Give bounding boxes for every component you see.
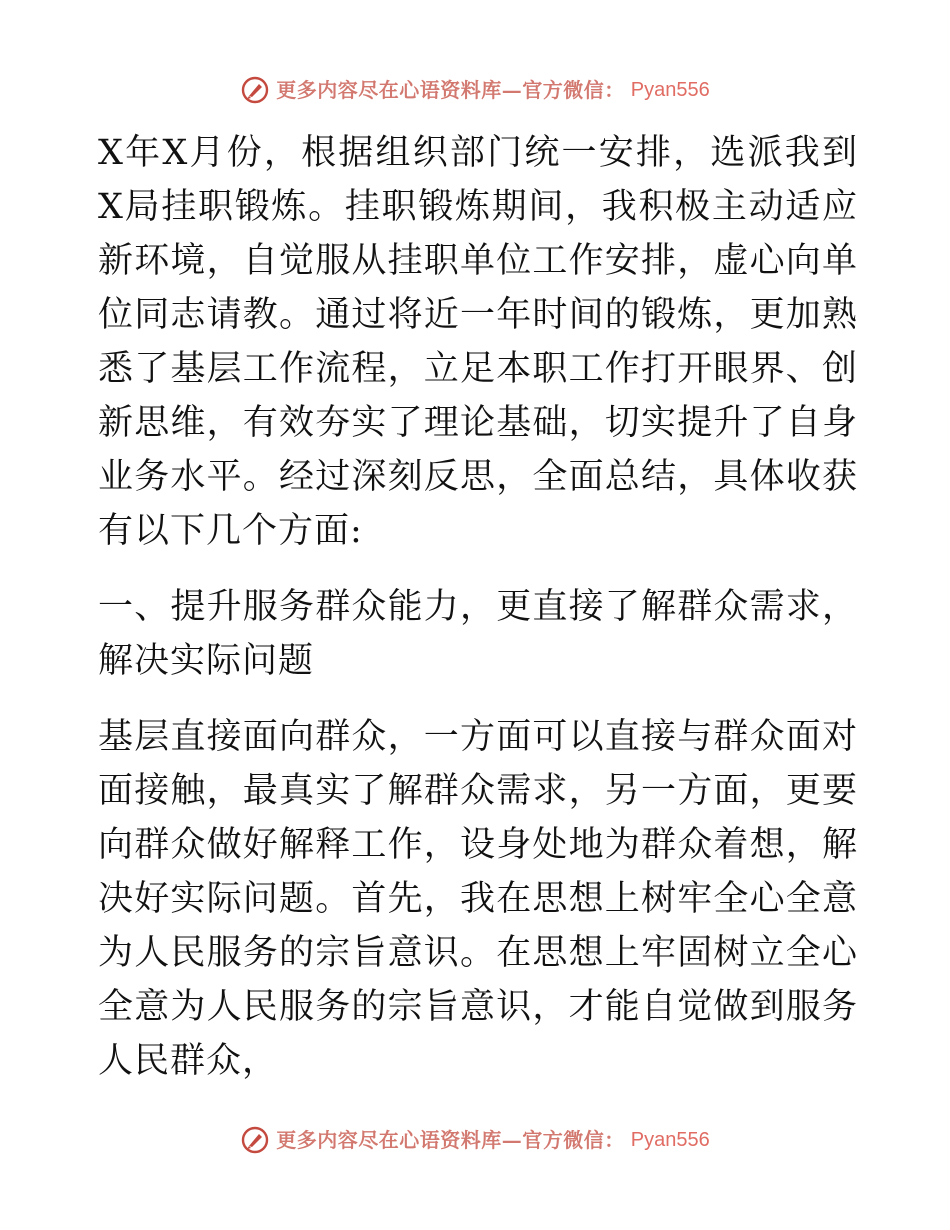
banner-text: 更多内容尽在心语资料库—官方微信： xyxy=(276,78,625,102)
banner-wechat-id: Pyan556 xyxy=(630,1129,710,1151)
body-paragraph: 基层直接面向群众，一方面可以直接与群众面对面接触，最真实了解群众需求，另一方面，更要向群众做好解释工作，设身处地为群众着想，解决好实际问题。首先，我在思想上树牢全心全意为人民服务的宗旨意识。在思想上牢固树立全心全意为人民服务的宗旨意识，才能自觉做到服务人民群众， xyxy=(98,717,858,1081)
banner-text: 更多内容尽在心语资料库—官方微信： xyxy=(276,1128,625,1152)
document-body xyxy=(98,126,858,1110)
banner-wechat-id: Pyan556 xyxy=(630,79,710,101)
intro-paragraph: X年X月份，根据组织部门统一安排，选派我到X局挂职锻炼。挂职锻炼期间，我积极主动适应新环境，自觉服从挂职单位工作安排，虚心向单位同志请教。通过将近一年时间的锻炼，更加熟悉了基层工作流程，立足本职工作打开眼界、创新思维，有效夯实了理论基础，切实提升了自身业务水平。经过深刻反思，全面总结，具体收获有以下几个方面: xyxy=(98,133,858,551)
pen-nib-circle-icon xyxy=(240,75,270,105)
header-watermark-banner xyxy=(0,70,950,110)
section-heading: 一、提升服务群众能力，更直接了解群众需求，解决实际问题 xyxy=(98,587,858,681)
pen-nib-circle-icon xyxy=(240,1125,270,1155)
footer-watermark-banner xyxy=(0,1120,950,1160)
